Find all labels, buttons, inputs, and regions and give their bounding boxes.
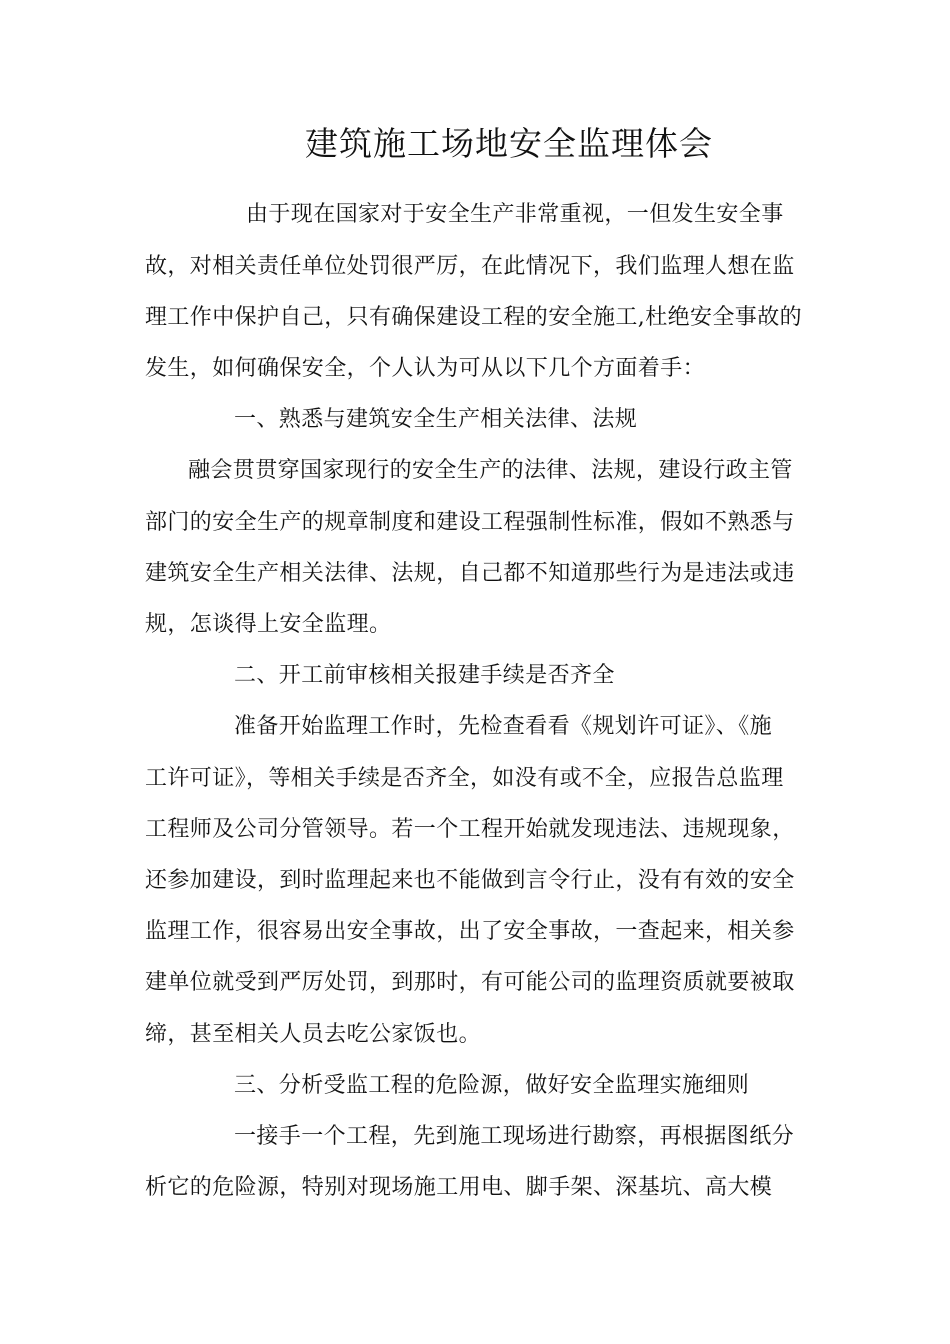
- paragraph-line: 监理工作，很容易出安全事故，出了安全事故，一查起来，相关参: [145, 919, 795, 944]
- paragraph-line: 析它的危险源，特别对现场施工用电、脚手架、深基坑、高大模: [145, 1175, 773, 1200]
- paragraph-line: 工程师及公司分管领导。若一个工程开始就发现违法、违规现象，: [145, 817, 795, 842]
- paragraph-line: 由于现在国家对于安全生产非常重视，一但发生安全事: [246, 202, 784, 227]
- paragraph-line: 准备开始监理工作时，先检查看看《规划许可证》、《施: [234, 714, 773, 739]
- paragraph-line: 发生，如何确保安全，个人认为可从以下几个方面着手：: [145, 356, 706, 381]
- paragraph-line: 部门的安全生产的规章制度和建设工程强制性标准，假如不熟悉与: [145, 510, 795, 535]
- section-heading: 一、熟悉与建筑安全生产相关法律、法规: [234, 407, 638, 432]
- paragraph-line: 一接手一个工程，先到施工现场进行勘察，再根据图纸分: [234, 1124, 795, 1149]
- paragraph-line: 故，对相关责任单位处罚很严厉，在此情况下，我们监理人想在监: [145, 254, 795, 279]
- paragraph-line: 缔，甚至相关人员去吃公家饭也。: [145, 1022, 482, 1047]
- paragraph-line: 融会贯贯穿国家现行的安全生产的法律、法规，建设行政主管: [188, 458, 793, 483]
- paragraph-line: 建筑安全生产相关法律、法规，自己都不知道那些行为是违法或违: [145, 561, 795, 586]
- paragraph-line: 工许可证》，等相关手续是否齐全，如没有或不全，应报告总监理: [145, 766, 784, 791]
- paragraph-line: 规，怎谈得上安全监理。: [145, 612, 392, 637]
- paragraph-line: 理工作中保护自己，只有确保建设工程的安全施工,杜绝安全事故的: [145, 305, 802, 330]
- paragraph-line: 建单位就受到严厉处罚，到那时，有可能公司的监理资质就要被取: [145, 970, 795, 995]
- paragraph-line: 还参加建设，到时监理起来也不能做到言令行止，没有有效的安全: [145, 868, 795, 893]
- document-title: 建筑施工场地安全监理体会: [305, 124, 713, 163]
- section-heading: 二、开工前审核相关报建手续是否齐全: [234, 663, 615, 688]
- section-heading: 三、分析受监工程的危险源，做好安全监理实施细则: [234, 1073, 750, 1098]
